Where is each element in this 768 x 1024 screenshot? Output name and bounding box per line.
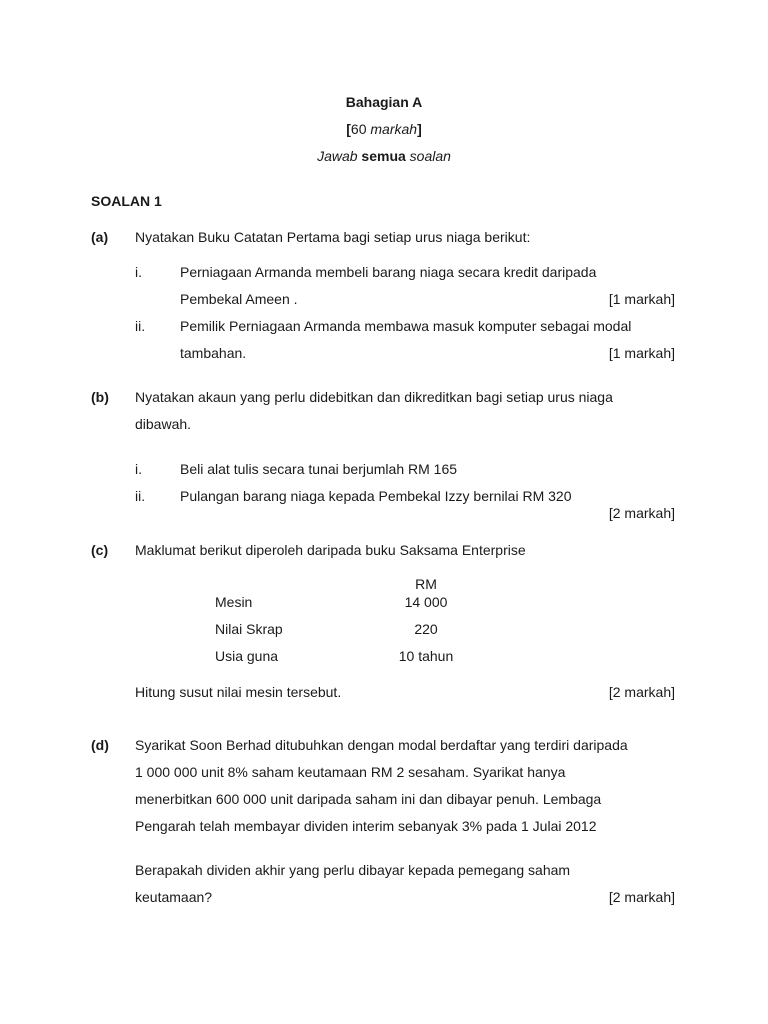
part-b-marks: [2 markah] — [608, 505, 675, 521]
table-row-2-label: Nilai Skrap — [215, 621, 283, 637]
marks-open-bracket: [ — [346, 121, 351, 137]
part-d-question-line1: Berapakah dividen akhir yang perlu dibayar kepada pemegang saham — [135, 862, 571, 878]
part-a-label: (a) — [91, 229, 109, 245]
part-c-prompt: Hitung susut nilai mesin tersebut. — [135, 684, 342, 700]
part-a-item-1-line2: Pembekal Ameen . — [180, 291, 298, 307]
table-row-1-value: 14 000 — [404, 594, 448, 610]
part-b-item-1-text: Beli alat tulis secara tunai berjumlah RM 165 — [180, 461, 458, 477]
part-b-line1: Nyatakan akaun yang perlu didebitkan dan dikreditkan bagi setiap urus niaga — [135, 389, 613, 405]
part-a-item-1-line1: Perniagaan Armanda membeli barang niaga secara kredit daripada — [180, 264, 597, 280]
part-c-label: (c) — [91, 542, 109, 558]
marks-word: markah — [370, 121, 418, 137]
part-b-label: (b) — [91, 389, 109, 405]
part-b-line2: dibawah. — [135, 416, 192, 432]
part-d-line4: Pengarah telah membayar dividen interim sebanyak 3% pada 1 Julai 2012 — [135, 818, 597, 834]
instruction — [0, 147, 768, 165]
part-d-marks: [2 markah] — [608, 889, 675, 905]
part-d-line3: menerbitkan 600 000 unit daripada saham ini dan dibayar penuh. Lembaga — [135, 791, 602, 807]
part-c-text: Maklumat berikut diperoleh daripada buku Saksama Enterprise — [135, 542, 526, 558]
part-a-item-2-line1: Pemilik Perniagaan Armanda membawa masuk komputer sebagai modal — [180, 318, 632, 334]
part-d-line2: 1 000 000 unit 8% saham keutamaan RM 2 sesaham. Syarikat hanya — [135, 764, 566, 780]
table-row-3-value: 10 tahun — [398, 648, 454, 664]
marks-close-bracket: ] — [417, 121, 422, 137]
table-header-rm: RM — [415, 576, 437, 592]
question-title: SOALAN 1 — [91, 193, 162, 209]
marks-number: 60 — [350, 121, 367, 137]
part-a-item-2-line2: tambahan. — [180, 345, 247, 361]
part-c-marks: [2 markah] — [608, 684, 675, 700]
section-title: Bahagian A — [345, 94, 423, 110]
table-row-1-label: Mesin — [215, 594, 253, 610]
instruction-pre: Jawab — [317, 148, 358, 164]
instruction-post: soalan — [409, 148, 451, 164]
part-a-item-2-num: ii. — [135, 318, 146, 334]
part-a-item-1-marks: [1 markah] — [608, 291, 675, 307]
part-d-question-line2: keutamaan? — [135, 889, 213, 905]
table-row-3-label: Usia guna — [215, 648, 279, 664]
total-marks — [0, 120, 768, 138]
part-d-line1: Syarikat Soon Berhad ditubuhkan dengan modal berdaftar yang terdiri daripada — [135, 737, 628, 753]
part-d-label: (d) — [91, 737, 109, 753]
part-a-item-2-marks: [1 markah] — [608, 345, 675, 361]
instruction-bold: semua — [361, 148, 406, 164]
part-b-item-2-num: ii. — [135, 488, 146, 504]
part-a-item-1-num: i. — [135, 264, 142, 280]
part-b-item-2-text: Pulangan barang niaga kepada Pembekal Izzy bernilai RM 320 — [180, 488, 572, 504]
part-b-item-1-num: i. — [135, 461, 142, 477]
part-a-text: Nyatakan Buku Catatan Pertama bagi setiap urus niaga berikut: — [135, 229, 531, 245]
table-row-2-value: 220 — [414, 621, 438, 637]
